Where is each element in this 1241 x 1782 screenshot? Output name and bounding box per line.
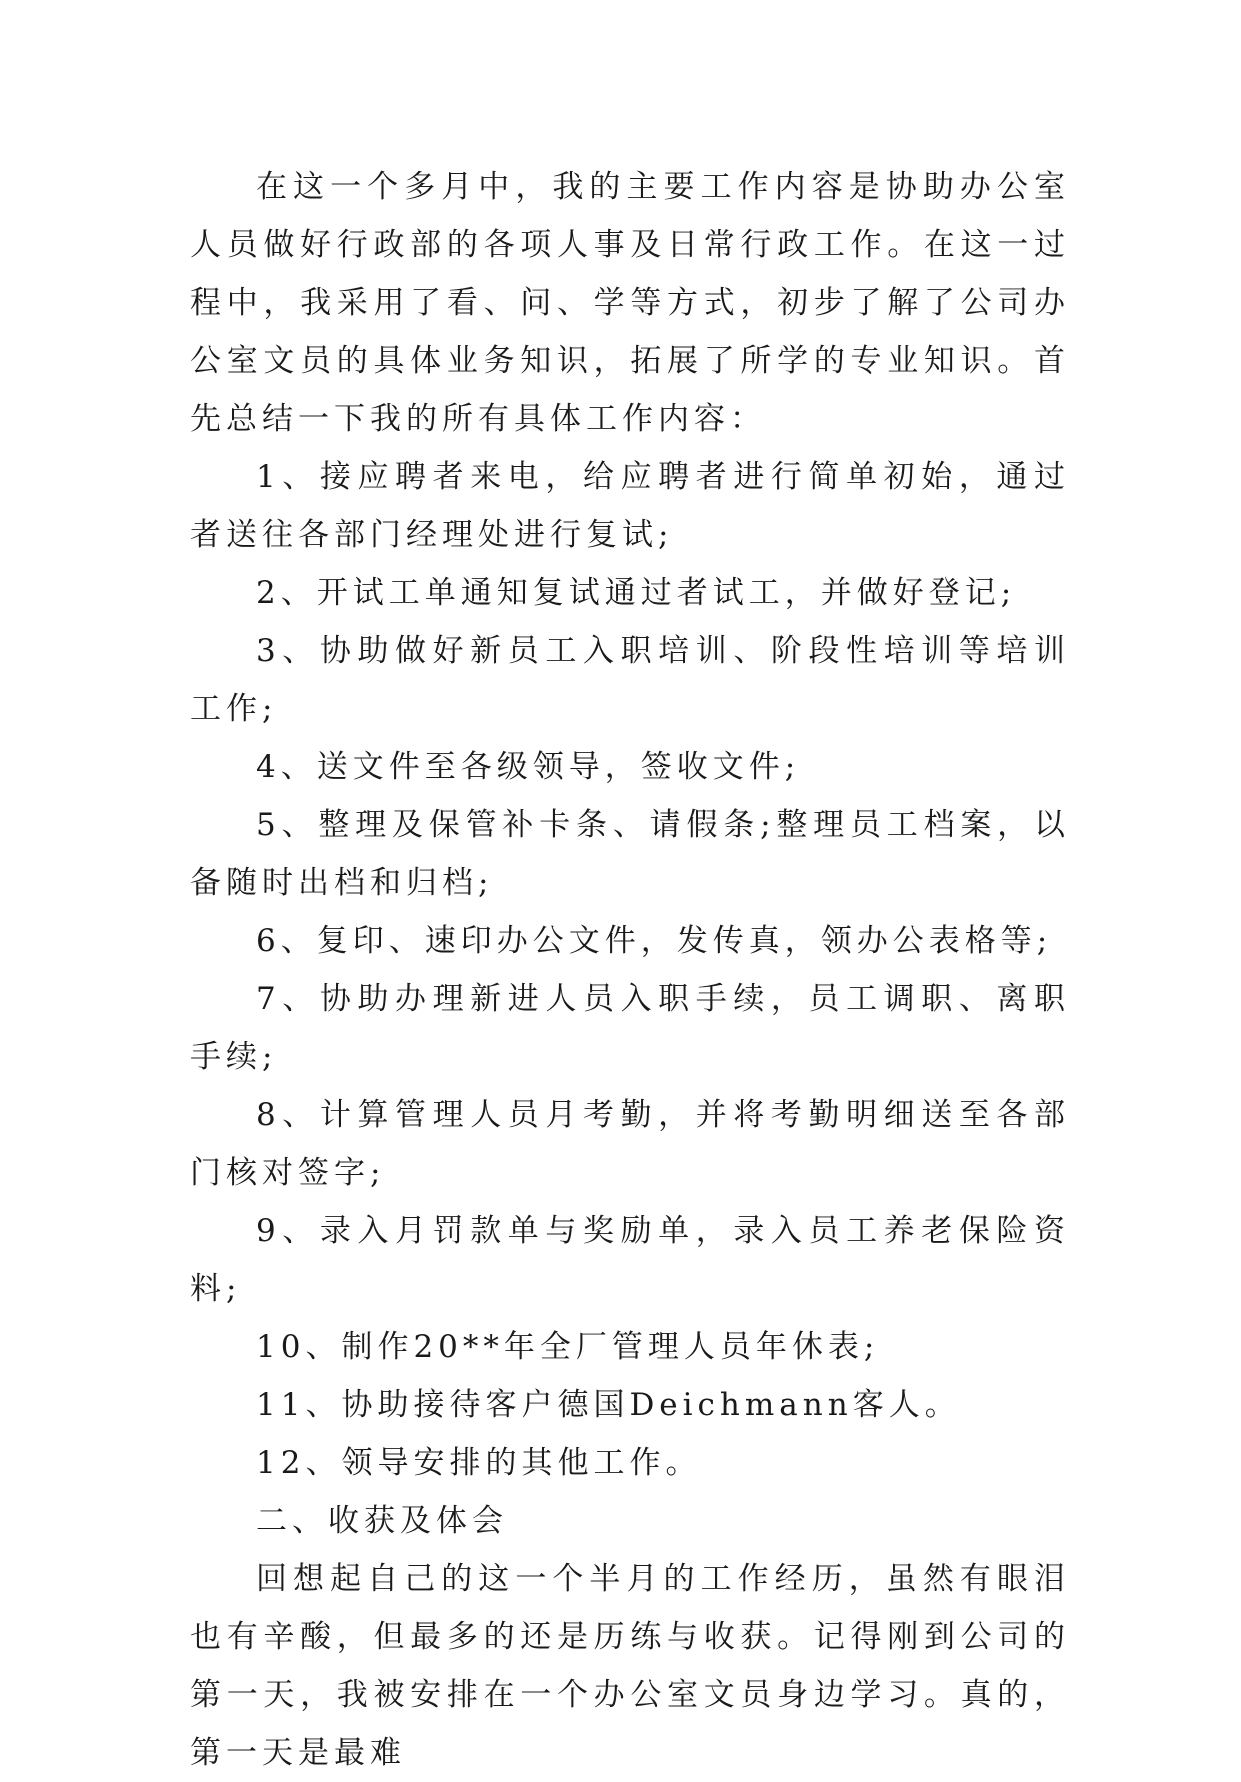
list-item-1: 1、接应聘者来电，给应聘者进行简单初始，通过者送往各部门经理处进行复试;: [190, 459, 1070, 553]
list-item-3: 3、协助做好新员工入职培训、阶段性培训等培训工作;: [190, 633, 1070, 727]
list-item-11: 11、协助接待客户德国Deichmann客人。: [256, 1387, 961, 1423]
list-item-7: 7、协助办理新进人员入职手续，员工调职、离职手续;: [190, 981, 1070, 1075]
document-body: [190, 158, 1070, 1782]
paragraph-reflection: 回想起自己的这一个半月的工作经历，虽然有眼泪也有辛酸，但最多的还是历练与收获。记得刚到公司的第一天，我被安排在一个办公室文员身边学习。真的，第一天是最难: [190, 1561, 1070, 1771]
section-heading: 二、收获及体会: [256, 1503, 508, 1539]
list-item-12: 12、领导安排的其他工作。: [256, 1445, 702, 1481]
list-item-2: 2、开试工单通知复试通过者试工，并做好登记;: [256, 575, 1017, 611]
list-item-10: 10、制作20**年全厂管理人员年休表;: [256, 1329, 880, 1365]
list-item-4: 4、送文件至各级领导，签收文件;: [256, 749, 801, 785]
list-item-9: 9、录入月罚款单与奖励单，录入员工养老保险资料;: [190, 1213, 1070, 1307]
list-item-8: 8、计算管理人员月考勤，并将考勤明细送至各部门核对签字;: [190, 1097, 1070, 1191]
list-item-6: 6、复印、速印办公文件，发传真，领办公表格等;: [256, 923, 1053, 959]
paragraph-intro: 在这一个多月中，我的主要工作内容是协助办公室人员做好行政部的各项人事及日常行政工作。在这一过程中，我采用了看、问、学等方式，初步了解了公司办公室文员的具体业务知识，拓展了所学的专业知识。首先总结一下我的所有具体工作内容：: [190, 169, 1070, 437]
list-item-5: 5、整理及保管补卡条、请假条;整理员工档案，以备随时出档和归档;: [190, 807, 1070, 901]
